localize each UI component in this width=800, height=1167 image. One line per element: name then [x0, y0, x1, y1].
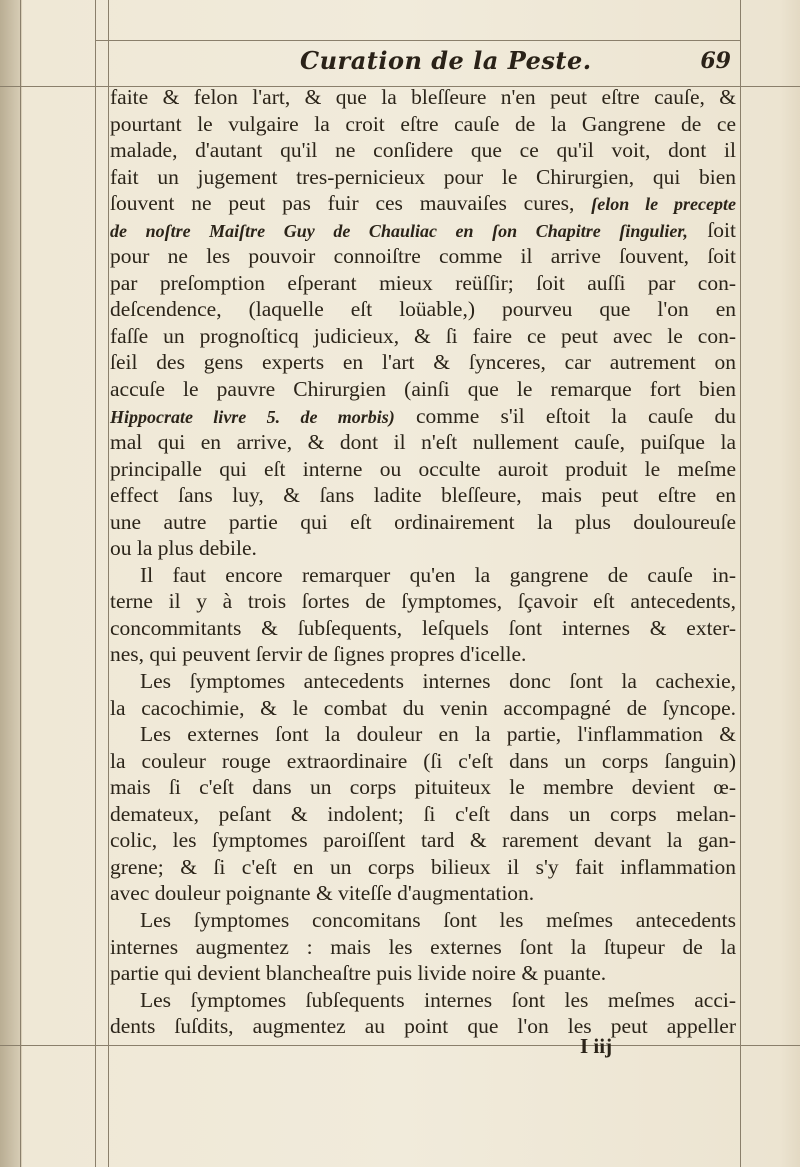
line-text: ſouvent ne peut pas fuir ces mauvaiſes cures,: [110, 191, 592, 216]
line-text: la cacochimie, & le combat du venin accompagné de ſyncope.: [110, 695, 736, 720]
line-text: colic, les ſymptomes paroiſſent tard & rarement devant la gan-: [110, 828, 736, 853]
text-line: [110, 243, 736, 270]
text-line: [110, 482, 736, 509]
page-number: 69: [700, 48, 731, 74]
body-text: [110, 84, 736, 1040]
line-text: comme s'il eſtoit la cauſe du: [394, 403, 737, 428]
line-text: Les ſymptomes ſubſequents internes ſont les meſmes acci-: [140, 987, 736, 1012]
text-line: [110, 960, 736, 987]
line-text: malade, d'autant qu'il ne conſidere que ce qu'il voit, dont il: [110, 138, 736, 163]
book-spine-shadow: [0, 0, 22, 1167]
line-text: mal qui en arrive, & dont il n'eſt nullement cauſe, puiſque la: [110, 430, 736, 455]
text-line: [110, 429, 736, 456]
text-line: [110, 641, 736, 668]
line-text: fait un jugement tres-pernicieux pour le Chirurgien, qui bien: [110, 164, 736, 189]
text-line: [110, 987, 736, 1014]
line-text: Les ſymptomes concomitans ſont les meſmes antecedents: [140, 907, 736, 932]
text-line: [110, 137, 736, 164]
line-text: deſcendence, (laquelle eſt loüable,) pourveu que l'on en: [110, 297, 736, 322]
text-line: [110, 217, 736, 244]
line-text: ou la plus debile.: [110, 536, 257, 561]
text-line: [110, 562, 736, 589]
text-line: [110, 323, 736, 350]
line-text: la couleur rouge extraordinaire (ſi c'eſt dans un corps ſanguin): [110, 748, 736, 773]
text-line: [110, 164, 736, 191]
line-text: accuſe le pauvre Chirurgien (ainſi que le remarque fort bien: [110, 377, 736, 402]
line-text: Les ſymptomes antecedents internes donc ſont la cachexie,: [140, 669, 736, 694]
text-line: [110, 934, 736, 961]
text-line: [110, 907, 736, 934]
line-text: mais ſi c'eſt dans un corps pituiteux le membre devient œ-: [110, 775, 736, 800]
text-line: [110, 190, 736, 217]
italic-citation: Hippocrate livre 5. de morbis): [110, 406, 395, 427]
text-line: [110, 827, 736, 854]
text-line: [110, 615, 736, 642]
text-line: [110, 111, 736, 138]
line-text: terne il y à trois ſortes de ſymptomes, ſçavoir eſt antecedents,: [110, 589, 736, 614]
line-text: demateux, peſant & indolent; ſi c'eſt dans un corps melan-: [110, 801, 736, 826]
margin-rule-left: [95, 0, 96, 1167]
text-line: [110, 456, 736, 483]
text-line: [110, 84, 736, 111]
text-line: [110, 588, 736, 615]
italic-citation: ſelon le precepte: [591, 194, 737, 215]
text-line: [110, 668, 736, 695]
line-text: avec douleur poignante & viteſſe d'augmentation.: [110, 881, 535, 906]
page-header: [105, 44, 745, 84]
top-rule: [95, 40, 740, 41]
line-text: principalle qui eſt interne ou occulte auroit produit le meſme: [110, 456, 736, 481]
line-text: partie qui devient blancheaſtre puis livide noire & puante.: [110, 961, 607, 986]
line-text: pour ne les pouvoir connoiſtre comme il arrive ſouvent, ſoit: [110, 244, 736, 269]
text-line: [110, 1013, 736, 1040]
text-line: [110, 296, 736, 323]
line-text: faite & felon l'art, & que la bleſſeure n'en peut eſtre cauſe, &: [110, 85, 736, 109]
line-text: nes, qui peuvent ſervir de ſignes propres d'icelle.: [110, 642, 527, 667]
text-line: [110, 349, 736, 376]
line-text: par preſomption eſperant mieux reüſſir; ſoit auſſi par con-: [110, 270, 736, 295]
line-text: pourtant le vulgaire la croit eſtre cauſe de la Gangrene de ce: [110, 111, 736, 136]
text-line: [110, 748, 736, 775]
text-line: [110, 854, 736, 881]
text-line: [110, 509, 736, 536]
line-text: ſeil des gens experts en l'art & ſynceres, car autrement on: [110, 350, 736, 375]
line-text: dents ſuſdits, augmentez au point que l'on les peut appeller: [110, 1014, 736, 1039]
text-line: [110, 403, 736, 430]
bottom-rule: [0, 1045, 800, 1046]
text-line: [110, 880, 736, 907]
line-text: faſſe un prognoſticq judicieux, & ſi faire ce peut avec le con-: [110, 323, 736, 348]
margin-rule-left-outer: [20, 0, 21, 1167]
italic-citation: de noſtre Maiſtre Guy de Chauliac en ſon Chapitre ſingulier,: [110, 220, 688, 241]
line-text: grene; & ſi c'eſt en un corps bilieux il s'y fait inflammation: [110, 854, 736, 879]
line-text: ſoit: [687, 217, 736, 242]
line-text: concommitants & ſubſequents, leſquels ſont internes & exter-: [110, 615, 736, 640]
text-line: [110, 535, 736, 562]
margin-rule-text-left: [108, 0, 109, 1167]
text-line: [110, 270, 736, 297]
line-text: internes augmentez : mais les externes ſont la ſtupeur de la: [110, 934, 736, 959]
margin-rule-right: [740, 0, 741, 1167]
text-line: [110, 801, 736, 828]
line-text: Il faut encore remarquer qu'en la gangrene de cauſe in-: [140, 562, 736, 587]
text-line: [110, 721, 736, 748]
text-line: [110, 695, 736, 722]
text-line: [110, 376, 736, 403]
line-text: effect ſans luy, & ſans ladite bleſſeure, mais peut eſtre en: [110, 483, 736, 508]
signature-mark: I iij: [580, 1034, 613, 1058]
running-title: Curation de la Peste.: [300, 46, 592, 75]
line-text: une autre partie qui eſt ordinairement la plus douloureuſe: [110, 509, 736, 534]
line-text: Les externes ſont la douleur en la partie, l'inflammation &: [140, 722, 736, 747]
text-line: [110, 774, 736, 801]
